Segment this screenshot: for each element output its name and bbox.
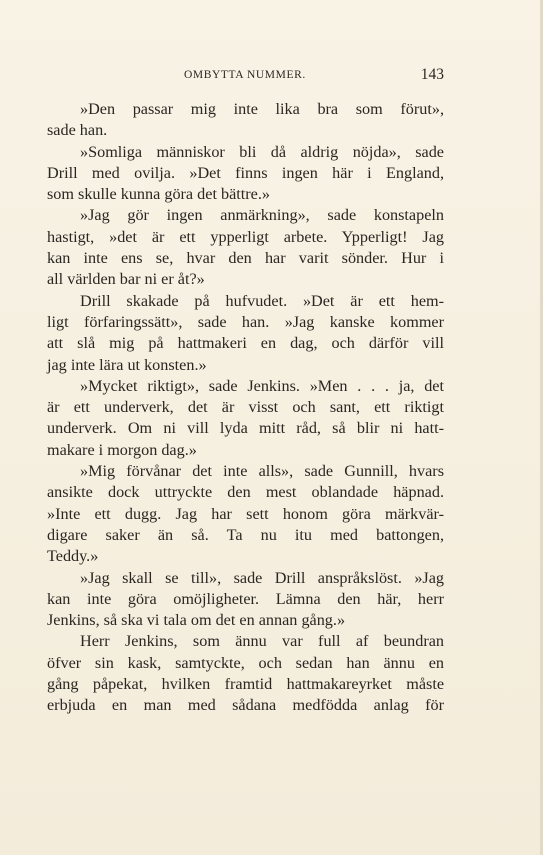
text-line: underverk. Om ni vill lyda mitt råd, så blir ni hatt- (47, 419, 444, 438)
text-line: ansikte dock uttryckte den mest oblandade häpnad. (47, 483, 444, 502)
text-line: »Den passar mig inte lika bra som förut», (80, 100, 444, 118)
text-line: Herr Jenkins, som ännu var full af beundran (80, 632, 444, 651)
text-line: att slå mig på hattmakeri en dag, och därför vill (47, 334, 444, 353)
body-text (47, 99, 444, 717)
text-line: Teddy.» (47, 547, 99, 566)
running-title: OMBYTTA NUMMER. (184, 69, 306, 81)
page-number: 143 (420, 66, 444, 83)
text-line: sade han. (47, 121, 108, 140)
text-line: jag inte lära ut konsten.» (47, 355, 207, 374)
text-line: »Mycket riktigt», sade Jenkins. »Men . . . ja, det (80, 376, 444, 395)
text-line: Drill med ovilja. »Det finns ingen här i England, (47, 163, 444, 182)
text-line: kan inte göra omöjligheter. Lämna den här, herr (47, 589, 444, 608)
text-line: hastigt, »det är ett ypperligt arbete. Ypperligt! Jag (47, 227, 444, 246)
text-line: »Mig förvånar det inte alls», sade Gunnill, hvars (80, 462, 444, 481)
text-line: makare i morgon dag.» (47, 440, 197, 459)
running-head (48, 66, 444, 86)
text-line: ligt förfaringssätt», sade han. »Jag kanske kommer (47, 312, 444, 331)
text-line: »Jag skall se till», sade Drill anspråkslöst. »Jag (80, 568, 444, 587)
text-line: »Somliga människor bli då aldrig nöjda», sade (80, 142, 444, 161)
text-line: digare saker än så. Ta nu itu med battongen, (47, 525, 444, 544)
text-line: öfver sin kask, samtyckte, och sedan han ännu en (47, 653, 444, 672)
text-line: kan inte ens se, hvar den har varit sönder. Hur i (47, 249, 444, 268)
text-line: »Inte ett dugg. Jag har sett honom göra märkvär- (47, 504, 444, 523)
text-line: Drill skakade på hufvudet. »Det är ett hem- (80, 291, 444, 310)
text-line: som skulle kunna göra det bättre.» (47, 185, 270, 204)
text-line: erbjuda en man med sådana medfödda anlag för (47, 696, 444, 715)
text-line: gång påpekat, hvilken framtid hattmakareyrket måste (47, 675, 444, 694)
text-line: är ett underverk, det är visst och sant, ett riktigt (47, 398, 444, 417)
text-line: »Jag gör ingen anmärkning», sade konstapeln (80, 206, 444, 225)
text-line: all världen bar ni er åt?» (47, 270, 205, 289)
text-line: Jenkins, så ska vi tala om det en annan gång.» (47, 611, 346, 630)
